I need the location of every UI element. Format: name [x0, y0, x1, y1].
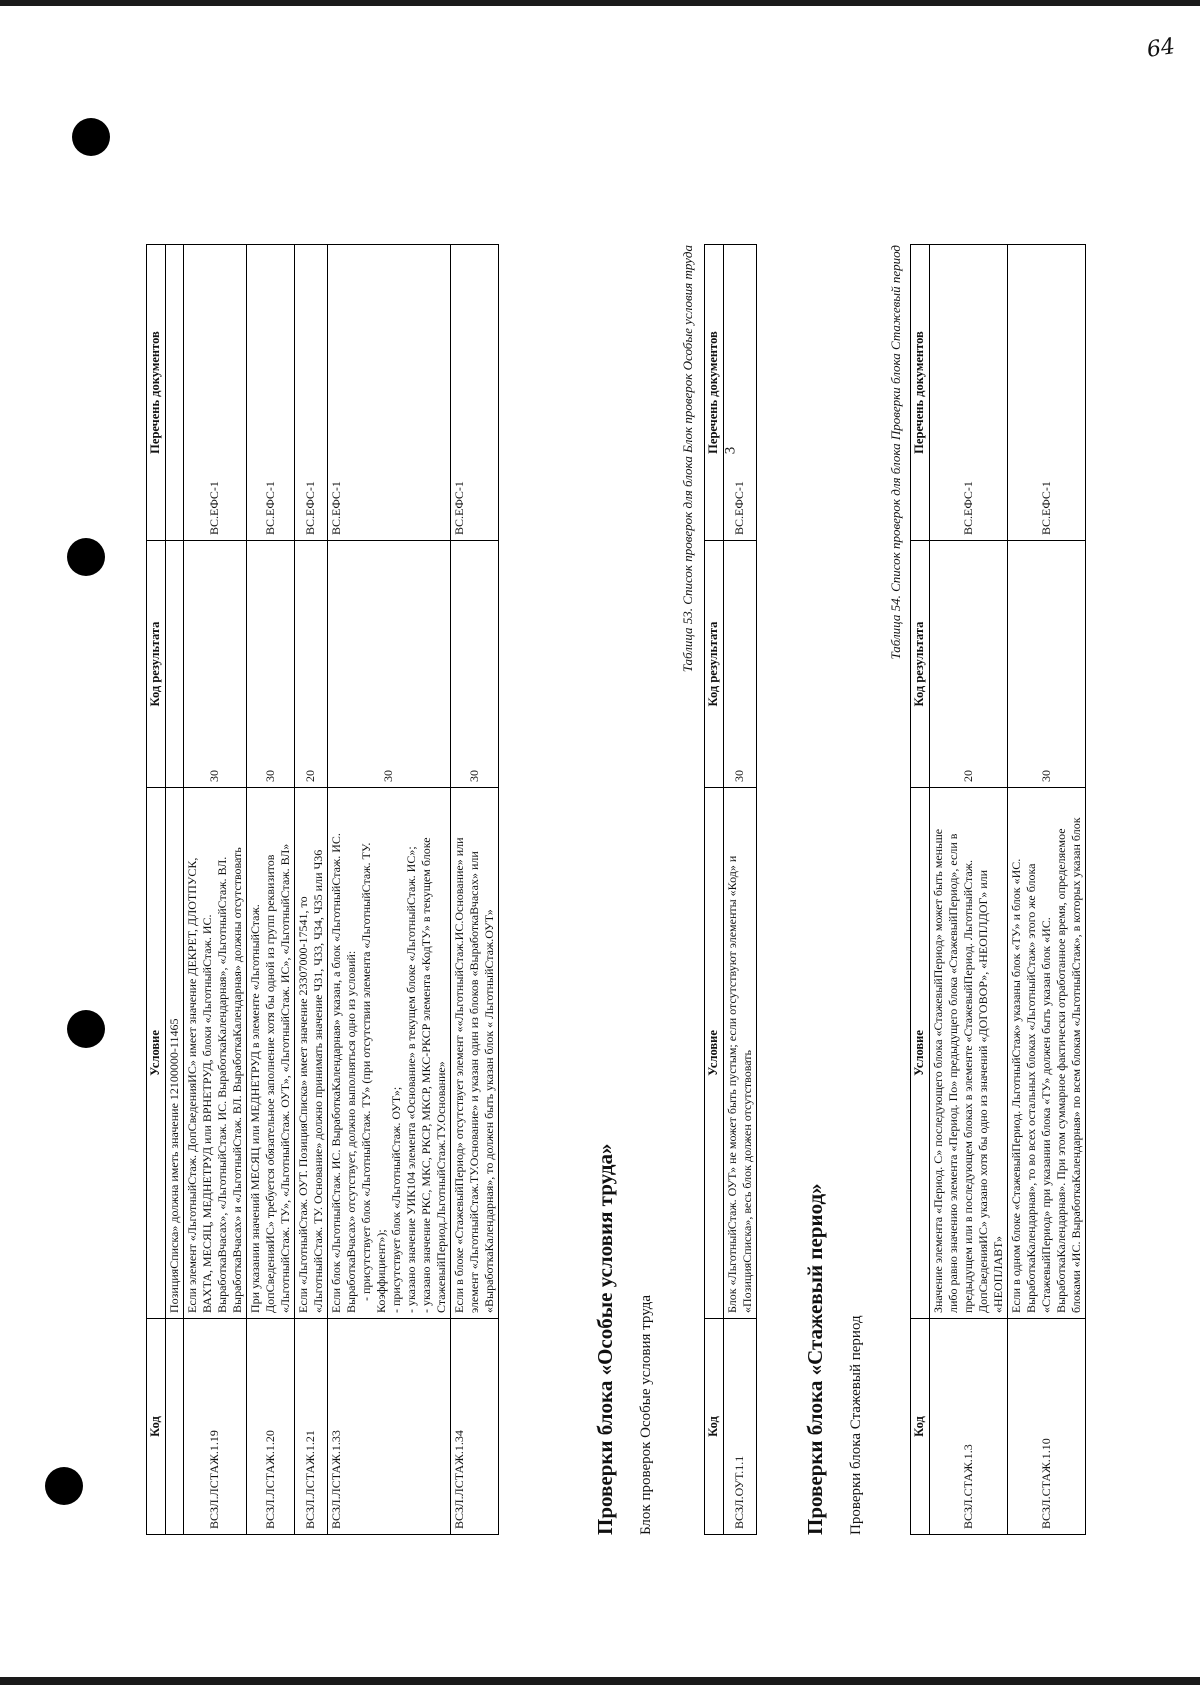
row-condition: Если в одном блоке «СтажевыйПериод. ЛьготныйСтаж» указаны блок «ТУ» и блок «ИС. ВыработкаКалендарная», то во всех остальных блоках «ЛьготныйСтаж» этого же блока «СтажевыйПериод» при указании блока «ТУ» должен быть указан блок «ИС. ВыработкаКалендарная». При этом суммарное фактически отработанное время, определяемое блоками «ИС. ВыработкаКалендарная» по всем блокам «ЛьготныйСтаж», в которых указан блок: [1007, 788, 1085, 1319]
row-code: ВСЗЛ.СТАЖ.1.10: [1007, 1319, 1085, 1535]
handwritten-page-number: 64: [1145, 34, 1177, 63]
header-condition: Условие: [911, 788, 930, 1319]
section-subheading-stazh: Проверки блока Стажевый период: [848, 1315, 864, 1535]
row-condition: При указании значений МЕСЯЦ или МЕДНЕТРУД в элементе «ЛьготныйСтаж. ДопСведенияИС» требуется обязательное заполнение хотя бы одной из групп реквизитов «ЛьготныйСтаж. ТУ», «ЛьготныйСтаж. ОУТ», «ЛьготныйСтаж. ИС», «ЛьготныйСтаж. ВЛ»: [246, 788, 294, 1319]
row-docs: ВС.ЕФС-1: [1007, 245, 1085, 541]
row-docs: ВС.ЕФС-1: [327, 245, 450, 541]
row-result: 20: [294, 541, 327, 788]
table-top-continued: [146, 244, 499, 1535]
row-docs: ВС.ЕФС-1: [450, 245, 498, 541]
row-code: ВСЗЛ.ОУТ.1.1: [723, 1319, 756, 1535]
row-code: ВСЗЛ.ЛСТАЖ.1.34: [450, 1319, 498, 1535]
section-heading-stazh: Проверки блока «Стажевый период»: [803, 1183, 827, 1535]
header-result: Код результата: [147, 541, 166, 788]
table-row: [1007, 245, 1085, 1535]
row-docs: ВС.ЕФС-1: [294, 245, 327, 541]
table-header-row: [911, 245, 930, 1535]
header-result: Код результата: [911, 541, 930, 788]
header-result: Код результата: [705, 541, 724, 788]
row-code: ВСЗЛ.ЛСТАЖ.1.33: [327, 1319, 450, 1535]
row-result: 30: [1007, 541, 1085, 788]
header-code: Код: [911, 1319, 930, 1535]
row-condition: Если в блоке «СтажевыйПериод» отсутствует элемент ««ЛьготныйСтаж.ИС.Основание» или элемент «ЛьготныйСтаж.ТУ.Основание» и указан один из блоков «ВыработкаВчасах» или «ВыработкаКалендарная», то должен быть указан блок « ЛьготныйСтаж.ОУТ»: [450, 788, 498, 1319]
table-header-row: [705, 245, 724, 1535]
row-condition: Блок «ЛьготныйСтаж. ОУТ» не может быть пустым; если отсутствуют элементы «Код» и «ПозицияСписка», весь блок должен отсутствовать: [723, 788, 756, 1319]
table-54-caption: Таблица 54. Список проверок для блока Проверки блока Стажевый период: [888, 245, 903, 660]
row-result: 30: [450, 541, 498, 788]
section-subheading-out: Блок проверок Особые условия труда: [638, 1294, 654, 1535]
row-condition: Значение элемента «Период. С» последующего блока «СтажевыйПериод» может быть меньше либо равно значению элемента «Период. По» предыдущего блока «СтажевыйПериод», если в предыдущем или в последующем блоках в элементе «СтажевыйПериод. ЛьготныйСтаж. ДопСведенияИС» указано хотя бы одно из значений «ДОГОВОР», «НЕОПЛДОГ» или «НЕОПЛАВТ»: [929, 788, 1007, 1319]
table-row: [165, 245, 183, 1535]
header-condition: Условие: [705, 788, 724, 1319]
header-code: Код: [705, 1319, 724, 1535]
table-row: [929, 245, 1007, 1535]
row-code: ВСЗЛ.ЛСТАЖ.1.20: [246, 1319, 294, 1535]
row-code: ВСЗЛ.ЛСТАЖ.1.19: [183, 1319, 246, 1535]
row-result: 30: [183, 541, 246, 788]
table-row: [246, 245, 294, 1535]
row-docs: ВС.ЕФС-1: [183, 245, 246, 541]
section-heading-out: Проверки блока «Особые условия труда»: [593, 1143, 617, 1535]
row-condition: Если блок «ЛьготныйСтаж. ИС. ВыработкаКалендарная» указан, а блок «ЛьготныйСтаж. ИС. ВыработкаВчасах» отсутствует, должно выполняться одно из условий: - присутствует блок «ЛьготныйСтаж. ТУ» (при отсутствии элемента «ЛьготныйСтаж. ТУ. Коэффициент»); - присутствует блок «ЛьготныйСтаж. ОУТ»; - указано значение УИК104 элемента «Основание» в текущем блоке «ЛьготныйСтаж. ИС»; - указано значение РКС, МКС, РКСР, МКСР, МКС-РКСР элемента «КодТУ» в текущем блоке СтажевыйПериод.ЛьготныйСтаж.ТУ.Основание»: [327, 788, 450, 1319]
header-docs: Перечень документов: [705, 245, 724, 541]
row-docs: ВС.ЕФС-1: [246, 245, 294, 541]
table-header-row: [147, 245, 166, 1535]
header-condition: Условие: [147, 788, 166, 1319]
row-result: 30: [246, 541, 294, 788]
table-row: [294, 245, 327, 1535]
row-condition: Если «ЛьготныйСтаж. ОУТ. ПозицияСписка» имеет значение 23307000-17541, то «ЛьготныйСтаж. ТУ. Основание» должно принимать значение Ч31, Ч33, Ч34, Ч35 или Ч36: [294, 788, 327, 1319]
table-row: [723, 245, 756, 1535]
table-53-caption: Таблица 53. Список проверок для блока Блок проверок Особые условия труда: [680, 245, 695, 673]
row-result: 30: [327, 541, 450, 788]
table-row: [327, 245, 450, 1535]
table-54: [910, 244, 1086, 1535]
row-code: ВСЗЛ.ЛСТАЖ.1.21: [294, 1319, 327, 1535]
header-docs: Перечень документов: [911, 245, 930, 541]
row-result: 20: [929, 541, 1007, 788]
table-row: [450, 245, 498, 1535]
page-number: 3: [722, 446, 739, 455]
intro-condition: ПозицияСписка» должна иметь значение 12100000-11465: [165, 788, 183, 1319]
table-row: [183, 245, 246, 1535]
row-condition: Если элемент «ЛьготныйСтаж. ДопСведенияИС» имеет значение ДЕКРЕТ, ДЛОТПУСК, ВАХТА, МЕСЯЦ, МЕДНЕТРУД или ВРНЕТРУД, блоки «ЛьготныйСтаж. ИС. ВыработкаВчасах», «ЛьготныйСтаж. ИС. ВыработкаКалендарная», «ЛьготныйСтаж. ВЛ. ВыработкаВчасах» и «ЛьготныйСтаж. ВЛ. ВыработкаКалендарная» должны отсутствовать: [183, 788, 246, 1319]
row-code: ВСЗЛ.СТАЖ.1.3: [929, 1319, 1007, 1535]
header-docs: Перечень документов: [147, 245, 166, 541]
row-result: 30: [723, 541, 756, 788]
row-docs: ВС.ЕФС-1: [929, 245, 1007, 541]
table-53: [704, 244, 757, 1535]
row-docs: ВС.ЕФС-1: [723, 245, 756, 541]
header-code: Код: [147, 1319, 166, 1535]
